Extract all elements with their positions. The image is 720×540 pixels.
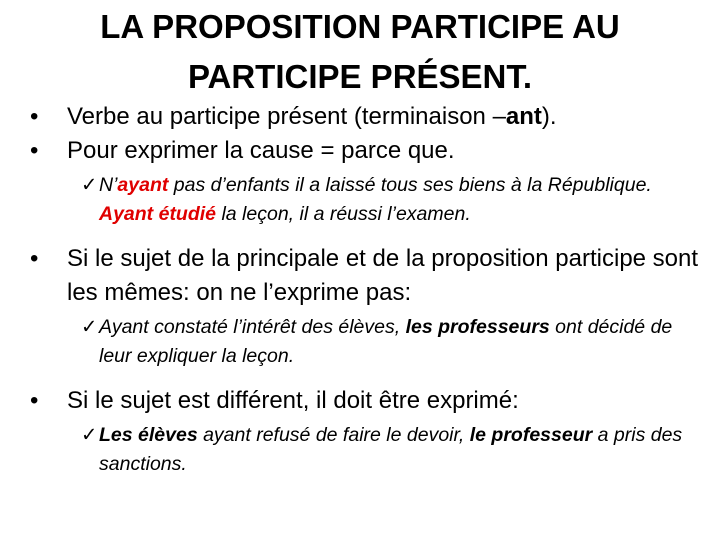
bullet-icon: •: [30, 387, 39, 414]
check-icon: ✓: [81, 424, 98, 446]
bold-subject-1: Les élèves: [99, 424, 198, 446]
title-line-1: LA PROPOSITION PARTICIPE AU: [100, 8, 620, 45]
check-icon: ✓: [81, 316, 98, 338]
bullet-icon: •: [30, 103, 39, 130]
check-icon: ✓: [81, 174, 98, 196]
highlight-ayant: ayant: [117, 174, 169, 196]
example-cause: ✓ N’ayant pas d’enfants il a laissé tous ses biens à la République. Ayant étudié la leçon, il a réussi l’examen.: [30, 171, 710, 229]
slide-title: [40, 2, 680, 102]
bold-subject-2: le professeur: [469, 424, 593, 446]
bullet-participe-present: • Verbe au participe présent (terminaison –ant).: [30, 100, 710, 134]
title-line-2: PARTICIPE PRÉSENT.: [187, 58, 533, 95]
bullet-icon: •: [30, 137, 39, 164]
bullet-different-subject: • Si le sujet est différent, il doit être exprimé:: [30, 384, 710, 418]
highlight-ayant-etudie: Ayant étudié: [99, 203, 217, 225]
example-different-subject: ✓ Les élèves ayant refusé de faire le devoir, le professeur a pris des sanctions.: [30, 421, 710, 479]
bullet-icon: •: [30, 245, 39, 272]
bullet-cause: • Pour exprimer la cause = parce que.: [30, 134, 710, 168]
bold-subject: les professeurs: [405, 316, 550, 338]
example-same-subject: ✓ Ayant constaté l’intérêt des élèves, les professeurs ont décidé de leur expliquer la leçon.: [30, 313, 710, 371]
bullet-same-subject: • Si le sujet de la principale et de la proposition participe sont les mêmes: on ne l’exprime pas:: [30, 242, 710, 310]
bold-ending: ant: [505, 103, 542, 130]
slide-body: [30, 100, 710, 479]
